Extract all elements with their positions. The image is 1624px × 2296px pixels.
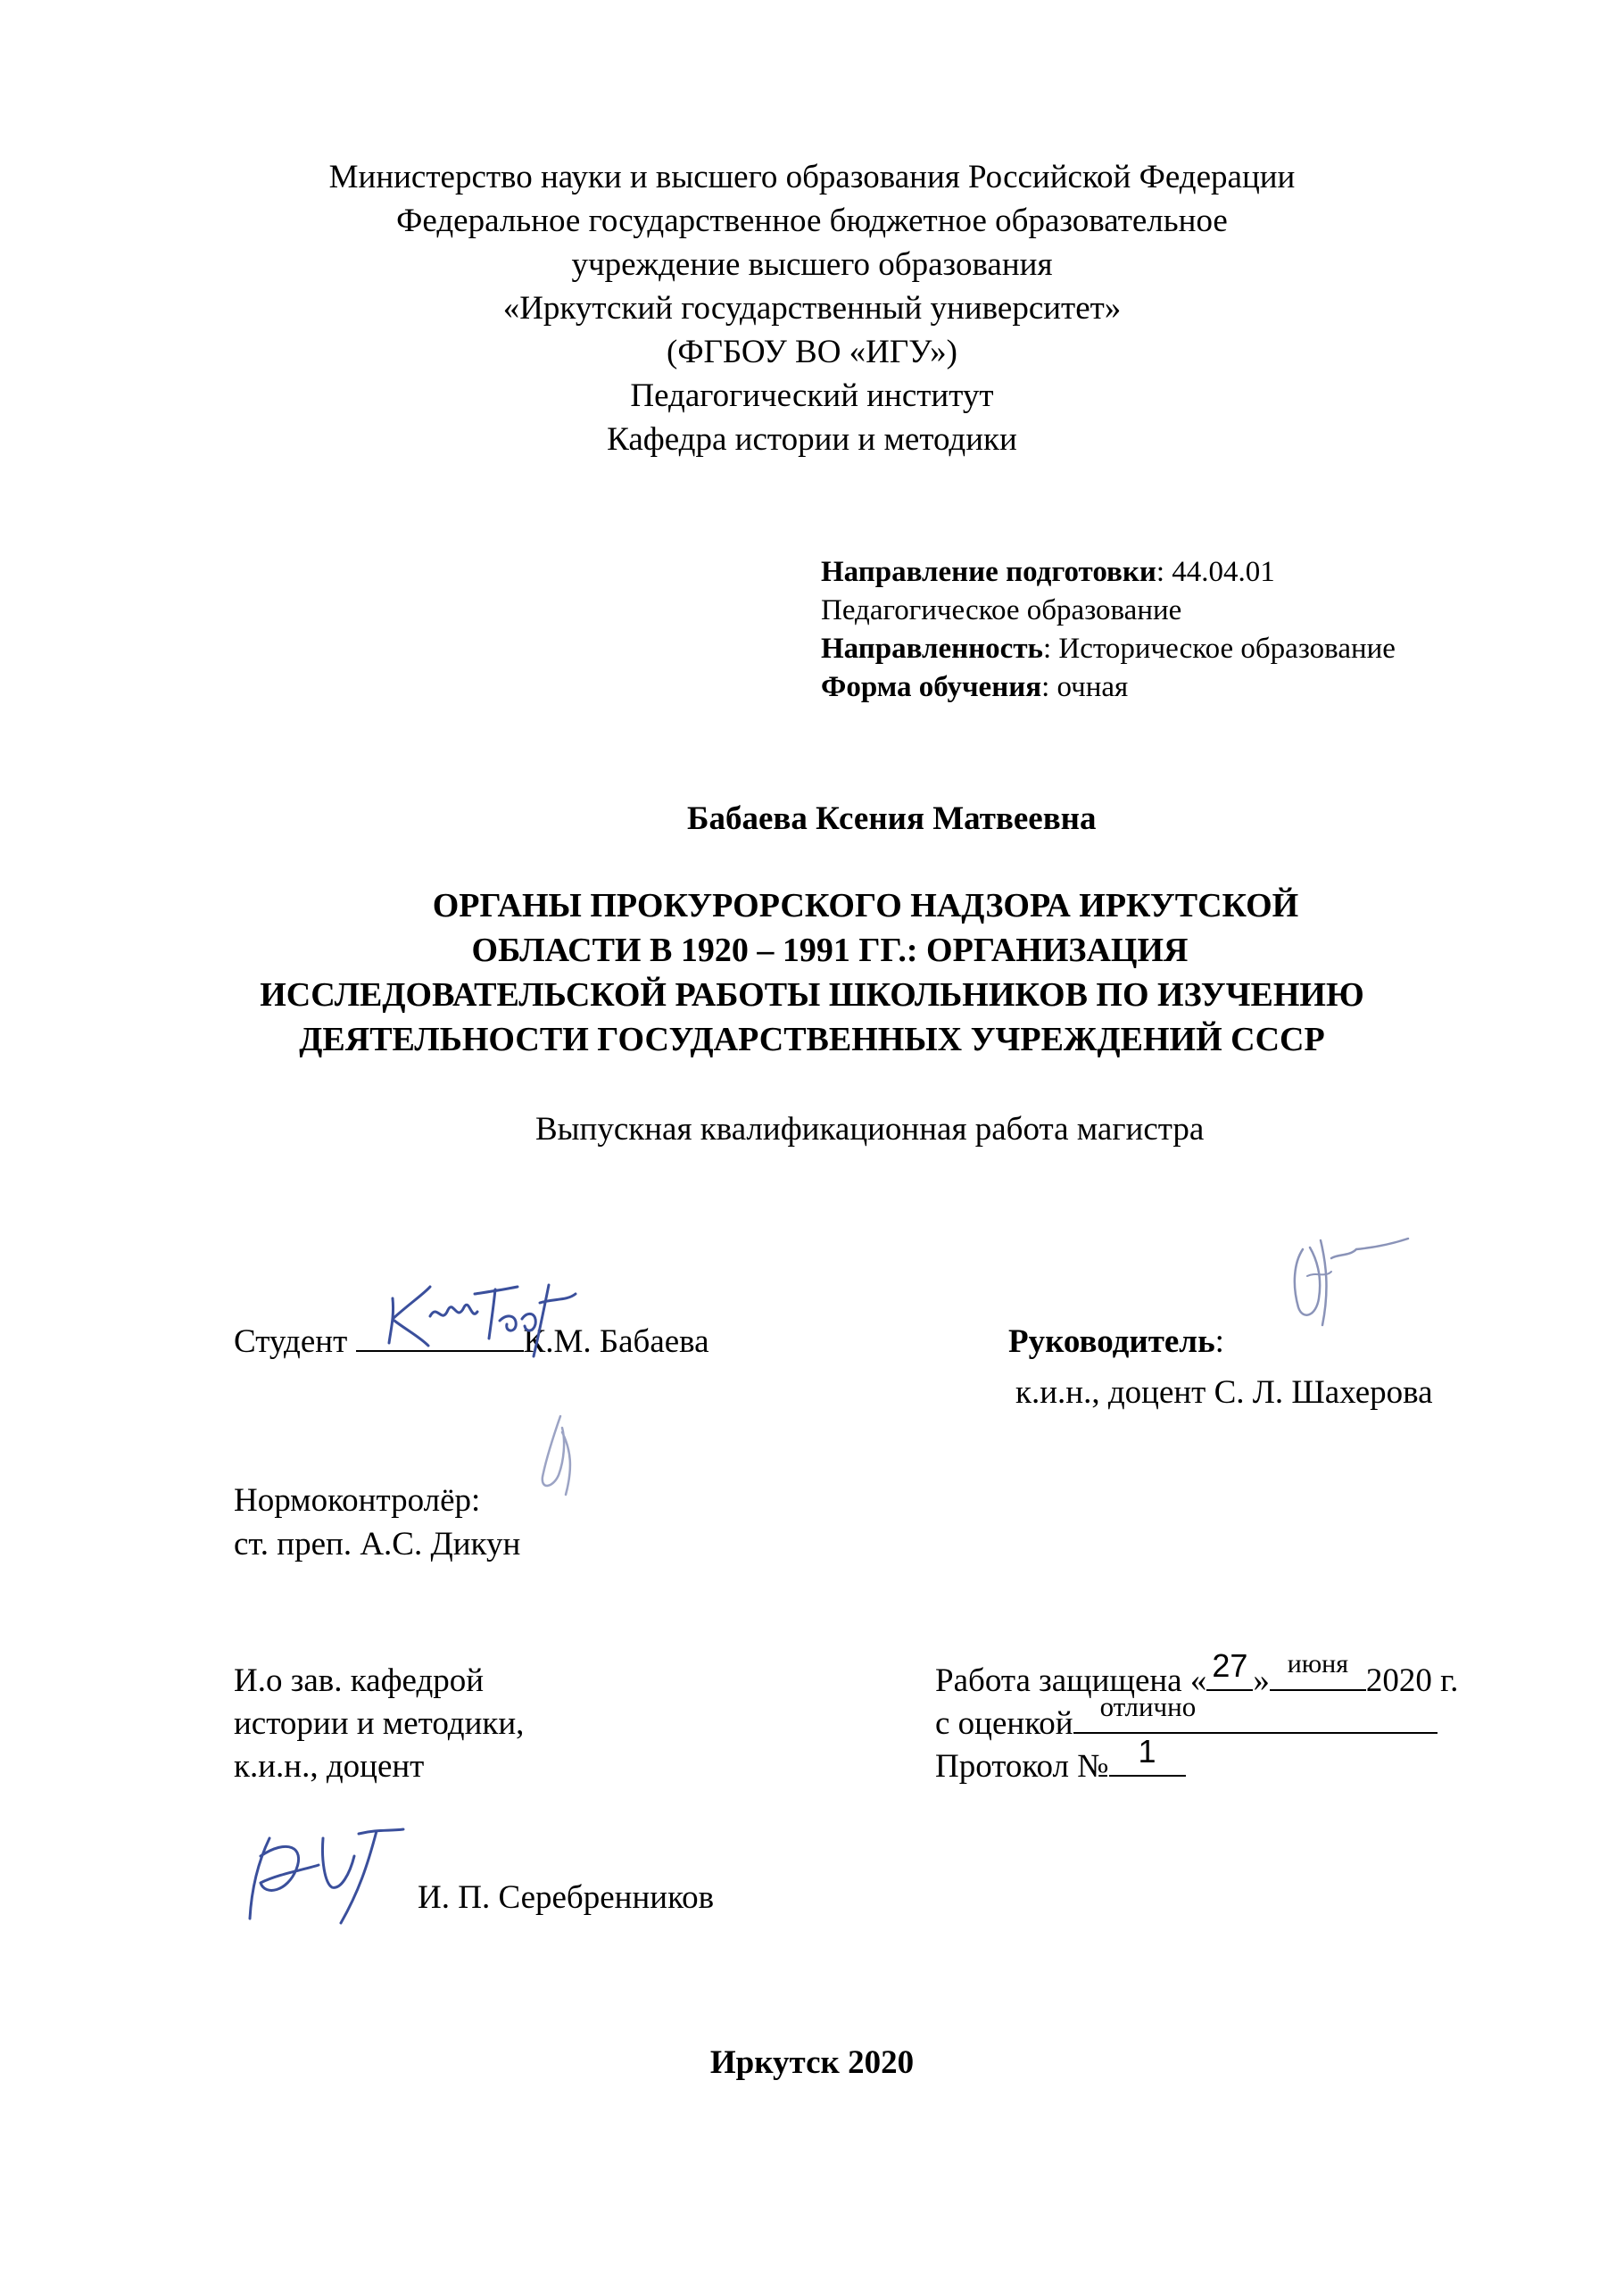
- protocol-label: Протокол №: [935, 1748, 1109, 1785]
- title-line-4: ДЕЯТЕЛЬНОСТИ ГОСУДАРСТВЕННЫХ УЧРЕЖДЕНИЙ СССР: [299, 1021, 1325, 1058]
- head-line-1: И.о зав. кафедрой: [234, 1662, 485, 1699]
- normcontrol-block: [234, 1481, 520, 1563]
- head-line-2: истории и методики,: [234, 1705, 525, 1742]
- defense-mid: »: [1253, 1662, 1270, 1699]
- head-name: И. П. Серебренников: [418, 1879, 715, 1916]
- header-line-university: «Иркутский государственный университет»: [502, 290, 1122, 327]
- form-value: : очная: [1041, 671, 1129, 703]
- head-line-3: к.и.н., доцент: [234, 1748, 425, 1785]
- direction-value: : 44.04.01: [1156, 556, 1275, 588]
- direction-name: Педагогическое образование: [821, 594, 1182, 626]
- student-label: Студент: [234, 1323, 348, 1360]
- author-name: Бабаева Ксения Матвеевна: [687, 800, 1097, 837]
- focus-value: : Историческое образование: [1042, 633, 1396, 665]
- grade-value: отлично: [1099, 1691, 1197, 1722]
- header-line-federal: Федеральное государственное бюджетное образовательное: [396, 203, 1228, 239]
- supervisor-signature: [1267, 1223, 1419, 1339]
- header-line-abbrev: (ФГБОУ ВО «ИГУ»): [667, 334, 957, 370]
- title-line-1: ОРГАНЫ ПРОКУРОРСКОГО НАДЗОРА ИРКУТСКОЙ: [432, 887, 1299, 924]
- protocol-number: 1: [1138, 1733, 1156, 1770]
- normcontrol-signature: [526, 1405, 607, 1513]
- supervisor-label: Руководитель: [1008, 1323, 1215, 1360]
- focus-label: Направленность: [821, 633, 1043, 665]
- form-label: Форма обучения: [821, 671, 1042, 703]
- student-signature: [375, 1267, 589, 1365]
- normcontrol-label: Нормоконтролёр:: [234, 1482, 481, 1519]
- header-line-department: Кафедра истории и методики: [607, 421, 1017, 458]
- header-line-ministry: Министерство науки и высшего образования Российской Федерации: [328, 159, 1296, 195]
- direction-label: Направление подготовки: [821, 556, 1156, 588]
- defense-protocol-line: [935, 1733, 1458, 1788]
- thesis-title: [0, 883, 1624, 1062]
- title-line-3: ИССЛЕДОВАТЕЛЬСКОЙ РАБОТЫ ШКОЛЬНИКОВ ПО ИЗУЧЕНИЮ: [260, 976, 1364, 1014]
- head-block: [234, 1660, 524, 1788]
- defense-day: 27: [1212, 1647, 1248, 1684]
- supervisor-name: к.и.н., доцент С. Л. Шахерова: [1015, 1374, 1433, 1411]
- title-line-2: ОБЛАСТИ В 1920 – 1991 ГГ.: ОРГАНИЗАЦИЯ: [471, 932, 1189, 969]
- city-year: Иркутск 2020: [709, 2044, 915, 2081]
- head-signature: [234, 1820, 430, 1936]
- defense-prefix: Работа защищена «: [935, 1662, 1207, 1699]
- normcontrol-name: ст. преп. А.С. Дикун: [234, 1526, 521, 1562]
- header-line-institute: Педагогический институт: [630, 377, 994, 414]
- defense-year: 2020 г.: [1365, 1662, 1459, 1699]
- defense-block: [935, 1647, 1459, 1788]
- program-info: [821, 553, 1396, 707]
- grade-label: с оценкой: [935, 1705, 1073, 1742]
- student-name: К.М. Бабаева: [523, 1323, 709, 1360]
- defense-month: июня: [1287, 1649, 1349, 1678]
- protocol-blank: [1109, 1733, 1186, 1777]
- supervisor-colon: :: [1214, 1323, 1224, 1360]
- defense-grade-line: [935, 1691, 1458, 1745]
- header-line-institution-type: учреждение высшего образования: [571, 246, 1053, 283]
- institution-header: [0, 155, 1624, 461]
- work-type: Выпускная квалификационная работа магистра: [535, 1111, 1205, 1148]
